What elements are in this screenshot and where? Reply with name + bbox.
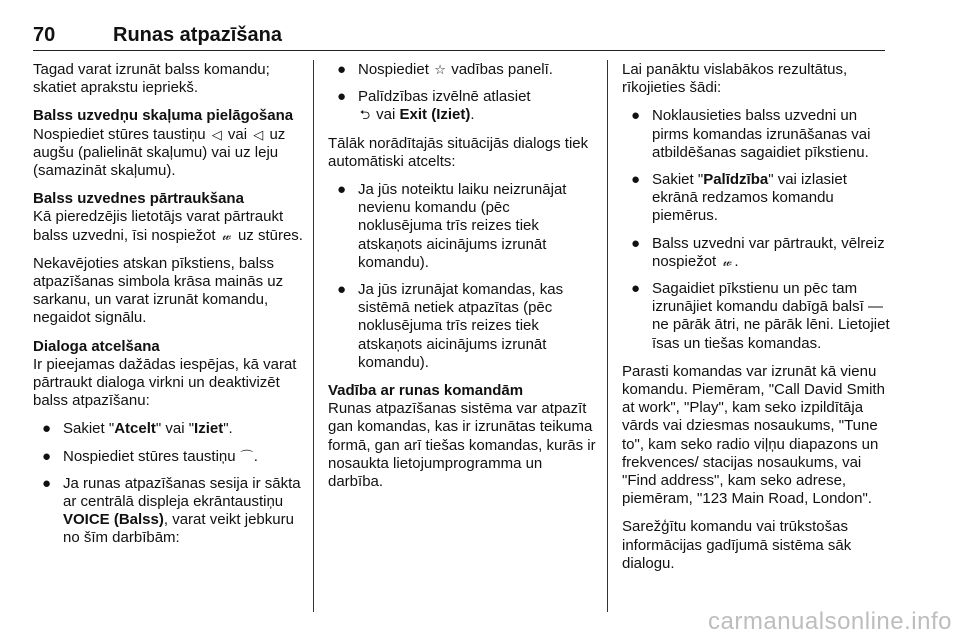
volume-up-icon: ◁ [211, 126, 222, 142]
section-cancel: Dialoga atcelšana Ir pieejamas dažādas iespējas, kā varat pārtraukt dialoga virkni un deaktivizēt balss atpazīšanu: [33, 338, 303, 411]
list-item: ● Ja jūs izrunājat komandas, kas sistēmā netiek atpazītas (pēc noklusējuma trīs reizes tiek atskaņots aicinājums izrunāt komandu). [337, 281, 564, 371]
header-divider [33, 50, 885, 51]
paragraph: Sarežģītu komandu vai trūkstošas informācijas gadījumā sistēma sāk dialogu. [622, 518, 852, 572]
cancel-actions-list [328, 61, 596, 125]
list-item: ● Balss uzvedni var pārtraukt, vēlreiz nospiežot 𝓌 . [631, 234, 885, 270]
paragraph: Parasti komandas var izrunāt kā vienu komandu. Piemēram, "Call David Smith at work", "Play", kam seko izpildītāja vārds vai dziesmas nosaukums, "Tune to", kam seko radio viļņu diapazons un frekvences/ stacijas nosaukums, vai "Find address", kam seko adrese, piemēram, "123 Main Road, London". [622, 362, 885, 508]
page-title: Runas atpazīšana [113, 24, 282, 46]
paragraph: Lai panāktu vislabākos rezultātus, rīkojieties šādi: [622, 61, 848, 97]
section-heading: Balss uzvednes pārtraukšana [33, 190, 244, 208]
list-item: ● Nospiediet stūres taustiņu ⌒. [42, 447, 258, 465]
voice-button-icon: 𝓌 [722, 253, 732, 269]
paragraph: Tālāk norādītajās situācijās dialogs tiek automātiski atcelts: [328, 134, 589, 170]
page-header [33, 24, 885, 50]
section-interrupt: Balss uzvednes pārtraukšana Kā pieredzējis lietotājs varat pārtraukt balss uzvedni, īsi nospiežot 𝓌 uz stūres. [33, 190, 303, 244]
section-heading: Dialoga atcelšana [33, 337, 160, 355]
star-icon: ☆ [434, 62, 446, 77]
paragraph: Tagad varat izrunāt balss komandu; skatiet aprakstu iepriekš. [33, 61, 270, 97]
column-divider-1 [313, 60, 314, 612]
watermark: carmanualsonline.info [708, 608, 952, 635]
list-item: ● Sagaidiet pīkstienu un pēc tam izrunājiet komandu dabīgā balsī — ne pārāk ātri, ne pārāk lēni. Lietojiet īsas un tiešas komandas. [631, 280, 890, 352]
list-item: ● Nospiediet ☆ vadības panelī. [337, 61, 553, 78]
back-icon: ⮌ [359, 107, 371, 123]
volume-down-icon: ◁ [253, 126, 264, 142]
voice-button-icon: 𝓌 [222, 227, 232, 243]
column-3 [622, 61, 890, 583]
column-2 [328, 61, 596, 501]
list-item: ● Sakiet "Atcelt" vai "Iziet". [42, 420, 233, 438]
list-item: ● Sakiet "Palīdzība" vai izlasiet ekrānā redzamos komandu piemērus. [631, 171, 847, 225]
list-item: ● Ja jūs noteiktu laiku neizrunājat nevienu komandu (pēc noklusējuma trīs reizes tiek atskaņots aicinājums izrunāt komandu). [337, 181, 567, 271]
hang-up-icon: ⌒ [240, 448, 254, 464]
auto-cancel-list [328, 181, 596, 372]
page-number: 70 [33, 24, 56, 46]
column-1 [33, 61, 303, 558]
tips-list [622, 107, 890, 352]
list-item: ● Palīdzības izvēlnē atlasiet ⮌ vai Exit (Iziet). [337, 88, 531, 124]
paragraph: Nekavējoties atskan pīkstiens, balss atpazīšanas simbola krāsa mainās uz sarkanu, un varat izrunāt komandu, negaidot signālu. [33, 254, 284, 327]
column-divider-2 [607, 60, 608, 612]
list-item: ● Ja runas atpazīšanas sesija ir sākta ar centrālā displeja ekrāntaustiņu VOICE (Balss), varat veikt jebkuru no šīm darbībām: [42, 474, 301, 547]
section-heading: Vadība ar runas komandām [328, 382, 524, 400]
section-volume: Balss uzvedņu skaļuma pielāgošana Nospiediet stūres taustiņu ◁ vai ◁ uz augšu (palielināt skaļumu) vai uz leju (samazināt skaļumu). [33, 107, 303, 180]
section-heading: Balss uzvedņu skaļuma pielāgošana [33, 107, 294, 125]
section-voice-control: Vadība ar runas komandām Runas atpazīšanas sistēma var atpazīt gan komandas, kas ir izrunātas teikuma formā, gan arī tiešas komandas, kurās ir nosaukta lietojumprogramma un darbība. [328, 382, 596, 491]
cancel-options-list [33, 420, 303, 547]
list-item: ● Noklausieties balss uzvedni un pirms komandas izrunāšanas vai atbildēšanas sagaidiet pīkstienu. [631, 107, 871, 161]
